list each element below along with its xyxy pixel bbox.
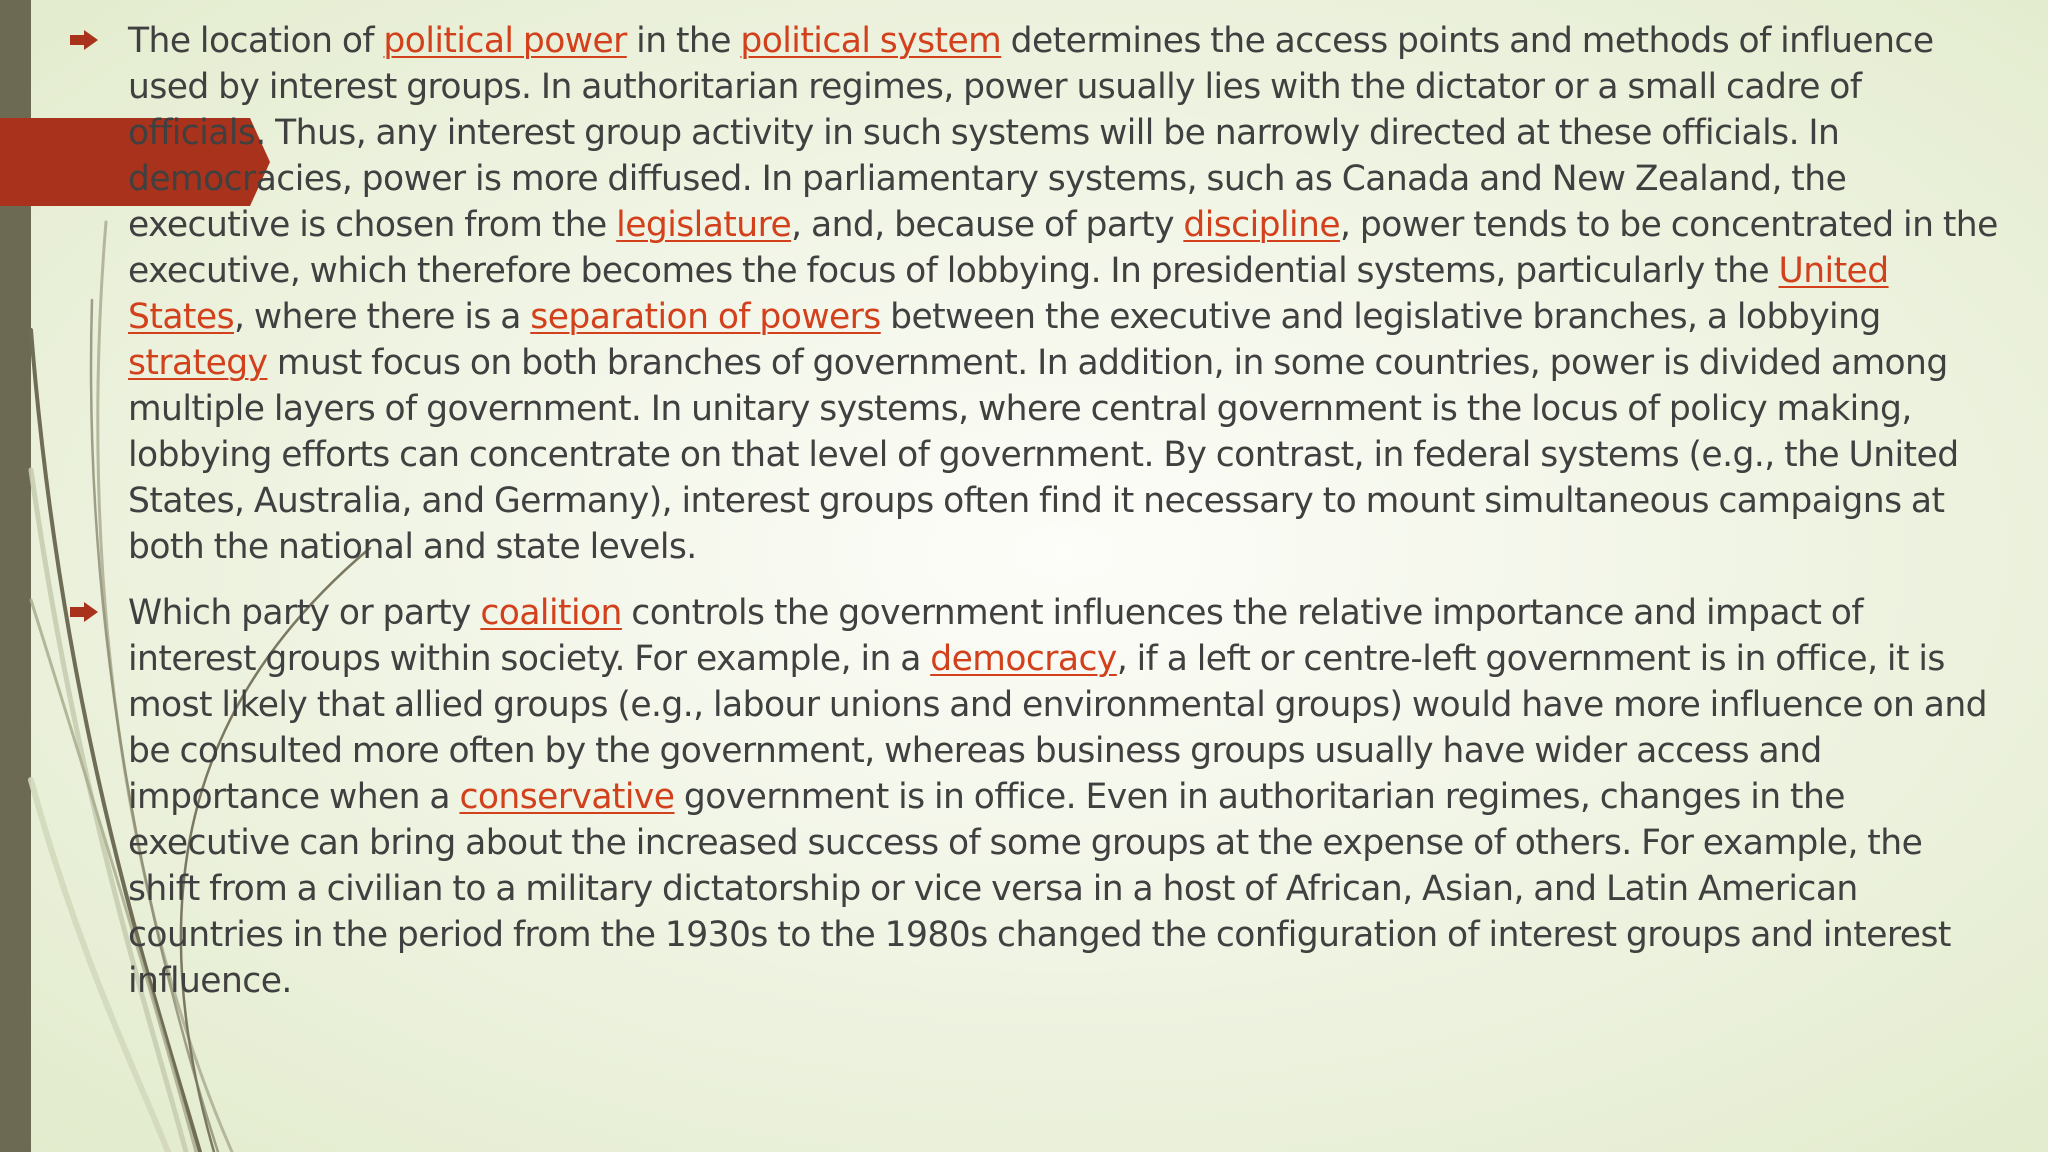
- text-segment: The location of: [128, 21, 384, 61]
- hyperlink-democracy[interactable]: democracy: [930, 639, 1117, 679]
- hyperlink-political-power[interactable]: political power: [383, 21, 627, 61]
- slide-content: [70, 18, 2000, 1004]
- text-segment: , where there is a: [234, 297, 531, 337]
- text-segment: between the executive and legislative branches, a lobbying: [880, 297, 1881, 337]
- text-segment: government is in office. Even in authoritarian regimes, changes in the executive can bring about the increased success of some groups at the expense of others. For example, the shift from a civilian to a military dictatorship or vice versa in a host of African, Asian, and Latin American countries in the period from the 1930s to the 1980s changed the configuration of interest groups and interest influence.: [128, 777, 1951, 1001]
- hyperlink-strategy[interactable]: strategy: [128, 343, 268, 383]
- text-segment: must focus on both branches of government. In addition, in some countries, power is divided among multiple layers of government. In unitary systems, where central government is the locus of policy making, lobbying efforts can concentrate on that level of government. By contrast, in federal systems (e.g., the United States, Australia, and Germany), interest groups often find it necessary to mount simultaneous campaigns at both the national and state levels.: [128, 343, 1959, 567]
- text-segment: , and, because of party: [791, 205, 1184, 245]
- arrow-bullet-icon: [70, 602, 98, 622]
- text-segment: in the: [626, 21, 741, 61]
- hyperlink-legislature[interactable]: legislature: [616, 205, 792, 245]
- bullet-item: [70, 590, 2000, 1004]
- hyperlink-separation-of-powers[interactable]: separation of powers: [530, 297, 881, 337]
- hyperlink-discipline[interactable]: discipline: [1183, 205, 1341, 245]
- text-segment: , if a left or centre-left government is in office, it is most likely that allied groups (e.g., labour unions and environmental groups) would have more influence on and be consulted more often by the government, whereas business groups usually have wider access and importance when a: [128, 639, 1988, 817]
- hyperlink-political-system[interactable]: political system: [740, 21, 1002, 61]
- hyperlink-coalition[interactable]: coalition: [480, 593, 622, 633]
- arrow-bullet-icon: [70, 30, 98, 50]
- bullet-text: [128, 593, 1987, 1001]
- hyperlink-united-states[interactable]: United States: [128, 251, 1889, 337]
- bullet-item: [70, 18, 2000, 570]
- text-segment: Which party or party: [128, 593, 481, 633]
- text-segment: controls the government influences the relative importance and impact of interest groups within society. For example, in a: [128, 593, 1863, 679]
- text-segment: , power tends to be concentrated in the executive, which therefore becomes the focus of lobbying. In presidential systems, particularly the: [128, 205, 1998, 291]
- text-segment: determines the access points and methods of influence used by interest groups. In authoritarian regimes, power usually lies with the dictator or a small cadre of officials. Thus, any interest group activity in such systems will be narrowly directed at these officials. In democracies, power is more diffused. In parliamentary systems, such as Canada and New Zealand, the executive is chosen from the: [128, 21, 1934, 245]
- bullet-text: [128, 21, 1998, 567]
- hyperlink-conservative[interactable]: conservative: [459, 777, 675, 817]
